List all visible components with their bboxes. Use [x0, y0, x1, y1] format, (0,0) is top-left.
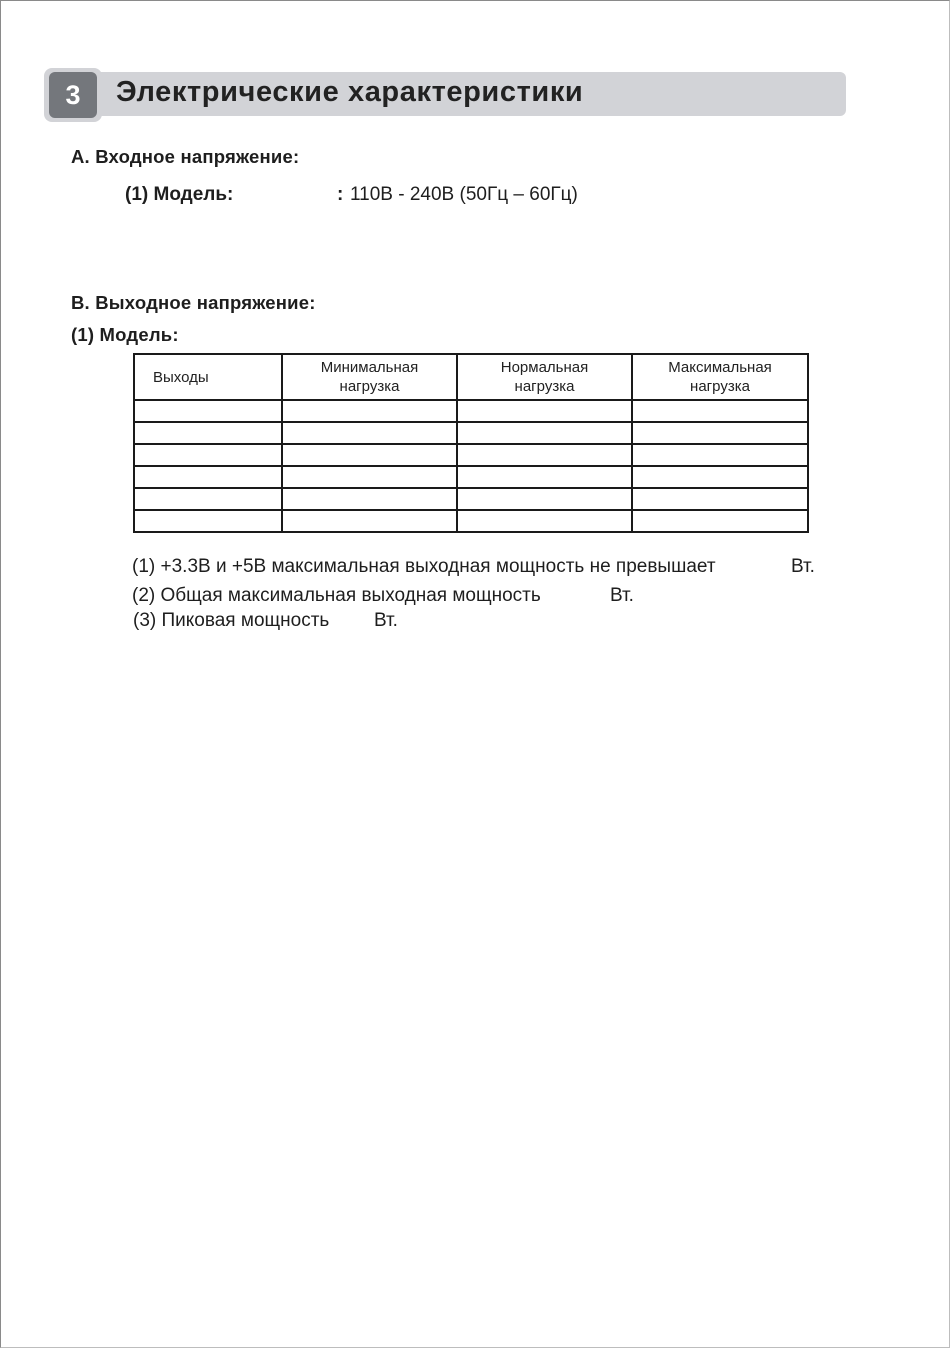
- table-cell: [134, 510, 282, 532]
- column-header-outputs: Выходы: [134, 354, 282, 400]
- table-cell: [457, 466, 632, 488]
- table-cell: [134, 444, 282, 466]
- input-voltage-heading: A. Входное напряжение:: [71, 146, 300, 167]
- table-cell: [457, 422, 632, 444]
- column-header-min-load: Минимальная нагрузка: [282, 354, 457, 400]
- note-peak-power: (3) Пиковая мощность: [133, 610, 330, 631]
- table-cell: [134, 488, 282, 510]
- output-load-table: [133, 353, 809, 533]
- table-cell: [282, 444, 457, 466]
- column-header-max-load: Максимальная нагрузка: [632, 354, 808, 400]
- table-header-row: [134, 354, 808, 400]
- table-cell: [282, 488, 457, 510]
- table-cell: [632, 510, 808, 532]
- note-3-unit: Вт.: [374, 610, 398, 631]
- table-cell: [282, 400, 457, 422]
- table-cell: [134, 466, 282, 488]
- note-2-unit: Вт.: [610, 585, 634, 606]
- note-total-max-output: (2) Общая максимальная выходная мощность: [132, 585, 541, 606]
- input-model-colon: :: [337, 184, 344, 205]
- note-max-output-3v3-5v: (1) +3.3В и +5В максимальная выходная мощность не превышает: [132, 556, 716, 577]
- table-cell: [632, 422, 808, 444]
- output-voltage-heading: B. Выходное напряжение:: [71, 292, 316, 313]
- table-cell: [282, 466, 457, 488]
- table-row: [134, 400, 808, 422]
- table-cell: [457, 510, 632, 532]
- table-row: [134, 466, 808, 488]
- section-number-frame: [44, 68, 102, 122]
- table-cell: [457, 400, 632, 422]
- input-model-value: 110В - 240В (50Гц – 60Гц): [350, 184, 578, 205]
- column-header-normal-load: Нормальная нагрузка: [457, 354, 632, 400]
- section-number: 3: [49, 72, 97, 118]
- output-model-label: (1) Модель:: [71, 324, 179, 345]
- table-cell: [282, 422, 457, 444]
- table-cell: [282, 510, 457, 532]
- section-title: Электрические характеристики: [116, 76, 584, 108]
- table-cell: [134, 422, 282, 444]
- input-model-label: (1) Модель:: [125, 184, 234, 205]
- table-cell: [632, 466, 808, 488]
- table-cell: [457, 488, 632, 510]
- table-cell: [632, 488, 808, 510]
- table-cell: [632, 400, 808, 422]
- table-row: [134, 422, 808, 444]
- table-cell: [457, 444, 632, 466]
- section-header: [44, 68, 846, 124]
- table-row: [134, 510, 808, 532]
- table-cell: [134, 400, 282, 422]
- table-cell: [632, 444, 808, 466]
- note-1-unit: Вт.: [791, 556, 815, 577]
- table-row: [134, 488, 808, 510]
- table-row: [134, 444, 808, 466]
